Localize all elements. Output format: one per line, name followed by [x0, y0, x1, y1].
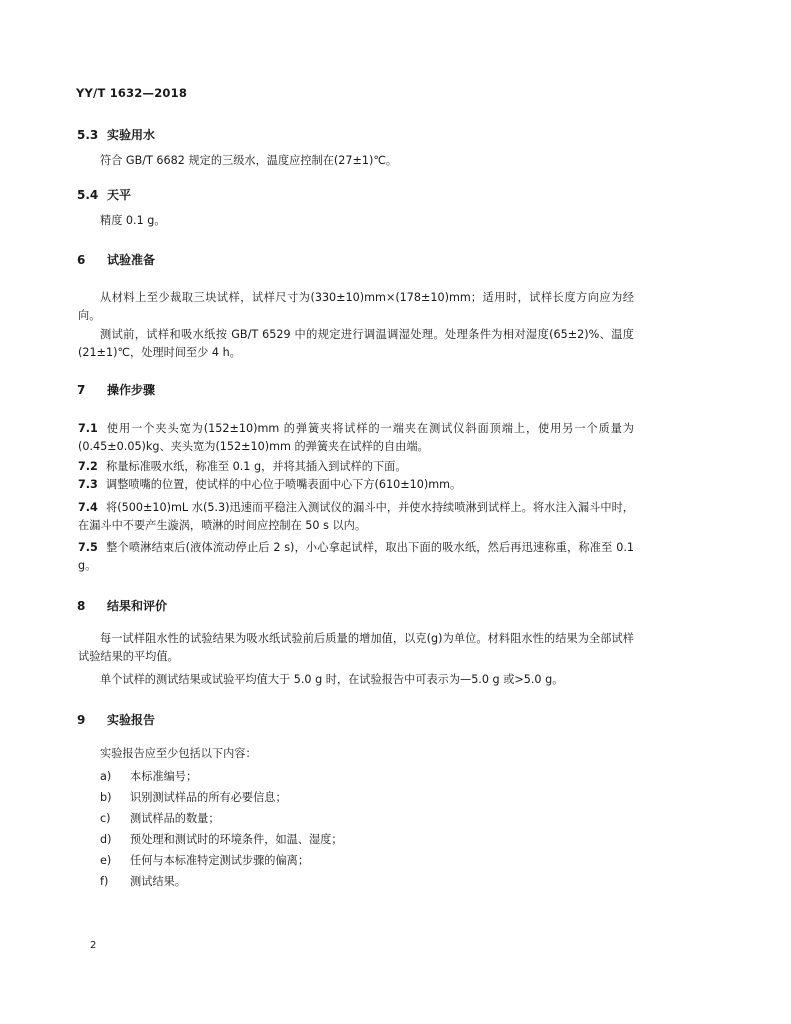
section-number: 5.4: [77, 188, 99, 202]
list-marker: d): [100, 833, 112, 846]
section-6-paragraph-1: 从材料上至少裁取三块试样，试样尺寸为(330±10)mm×(178±10)mm；适用时，试样长度方向应为经向。: [78, 291, 634, 322]
section-title: 试验准备: [107, 253, 156, 267]
section-9-heading: [77, 711, 155, 728]
section-title: 操作步骤: [107, 383, 156, 397]
section-5-4-heading: [77, 186, 131, 203]
list-text: 本标准编号；: [130, 770, 198, 783]
report-list-item: [100, 810, 220, 826]
clause-number: 7.2: [78, 460, 98, 473]
list-marker: c): [100, 812, 111, 825]
list-text: 识别测试样品的所有必要信息；: [130, 791, 287, 804]
section-number: 8: [77, 599, 86, 613]
list-marker: f): [100, 875, 109, 888]
section-title: 实验报告: [107, 713, 156, 727]
list-text: 测试样品的数量；: [130, 812, 220, 825]
section-7-heading: [77, 381, 155, 398]
report-list-item: [100, 768, 197, 784]
section-5-4-text: 精度 0.1 g。: [100, 214, 166, 227]
section-8-heading: [77, 597, 167, 614]
clause-number: 7.1: [78, 422, 98, 435]
section-number: 9: [77, 713, 86, 727]
list-text: 测试结果。: [130, 875, 186, 888]
report-list-item: [100, 852, 309, 868]
report-list-item: [100, 789, 287, 805]
list-marker: e): [100, 854, 112, 867]
section-number: 6: [77, 253, 86, 267]
clause-7-5: [78, 539, 634, 575]
report-list-item: [100, 873, 186, 889]
clause-text: 调整喷嘴的位置，使试样的中心位于喷嘴表面中心下方(610±10)mm。: [106, 478, 462, 491]
clause-7-4: [78, 499, 634, 535]
section-8-paragraph-2: 单个试样的测试结果或试验平均值大于 5.0 g 时，在试验报告中可表示为—5.0 g 或>5.0 g。: [100, 673, 564, 686]
section-title: 实验用水: [107, 128, 156, 142]
clause-7-3: [78, 476, 634, 494]
section-number: 5.3: [77, 128, 99, 142]
clause-text: 将(500±10)mL 水(5.3)迅速而平稳注入测试仪的漏斗中，并使水持续喷淋到试样上。将水注入漏斗中时，在漏斗中不要产生漩涡，喷淋的时间应控制在 50 s 以内。: [78, 501, 634, 532]
clause-number: 7.5: [78, 541, 98, 554]
section-6-paragraph-2: 测试前，试样和吸水纸按 GB/T 6529 中的规定进行调温调湿处理。处理条件为相对湿度(65±2)%、温度(21±1)℃，处理时间至少 4 h。: [78, 328, 634, 359]
section-number: 7: [77, 383, 86, 397]
clause-text: 称量标准吸水纸，称准至 0.1 g，并将其插入到试样的下面。: [106, 460, 407, 473]
clause-number: 7.3: [78, 478, 98, 491]
list-marker: b): [100, 791, 112, 804]
clause-7-1: [78, 420, 634, 456]
section-5-3-heading: [77, 126, 155, 143]
list-text: 任何与本标准特定测试步骤的偏离；: [130, 854, 310, 867]
clause-7-2: [78, 458, 634, 476]
list-text: 预处理和测试时的环境条件，如温、湿度；: [130, 833, 343, 846]
clause-number: 7.4: [78, 501, 98, 514]
section-title: 结果和评价: [107, 599, 168, 613]
clause-text: 整个喷淋结束后(液体流动停止后 2 s)，小心拿起试样，取出下面的吸水纸，然后再迅速称重，称准至 0.1 g。: [78, 541, 634, 572]
section-5-3-text: 符合 GB/T 6682 规定的三级水，温度应控制在(27±1)℃。: [100, 154, 398, 167]
list-marker: a): [100, 770, 112, 783]
section-title: 天平: [107, 188, 132, 202]
page-number: 2: [90, 940, 97, 951]
report-list-item: [100, 831, 343, 847]
section-8-paragraph-1: 每一试样阻水性的试验结果为吸水纸试验前后质量的增加值，以克(g)为单位。材料阻水性的结果为全部试样试验结果的平均值。: [78, 632, 634, 663]
section-9-intro: 实验报告应至少包括以下内容：: [100, 747, 257, 760]
document-code: YY/T 1632—2018: [76, 86, 188, 100]
section-6-heading: [77, 251, 155, 268]
clause-text: 使用一个夹头宽为(152±10)mm 的弹簧夹将试样的一端夹在测试仪斜面顶端上，使用另一个质量为(0.45±0.05)kg、夹头宽为(152±10)mm 的弹簧夹在试样的自由端。: [78, 422, 634, 453]
